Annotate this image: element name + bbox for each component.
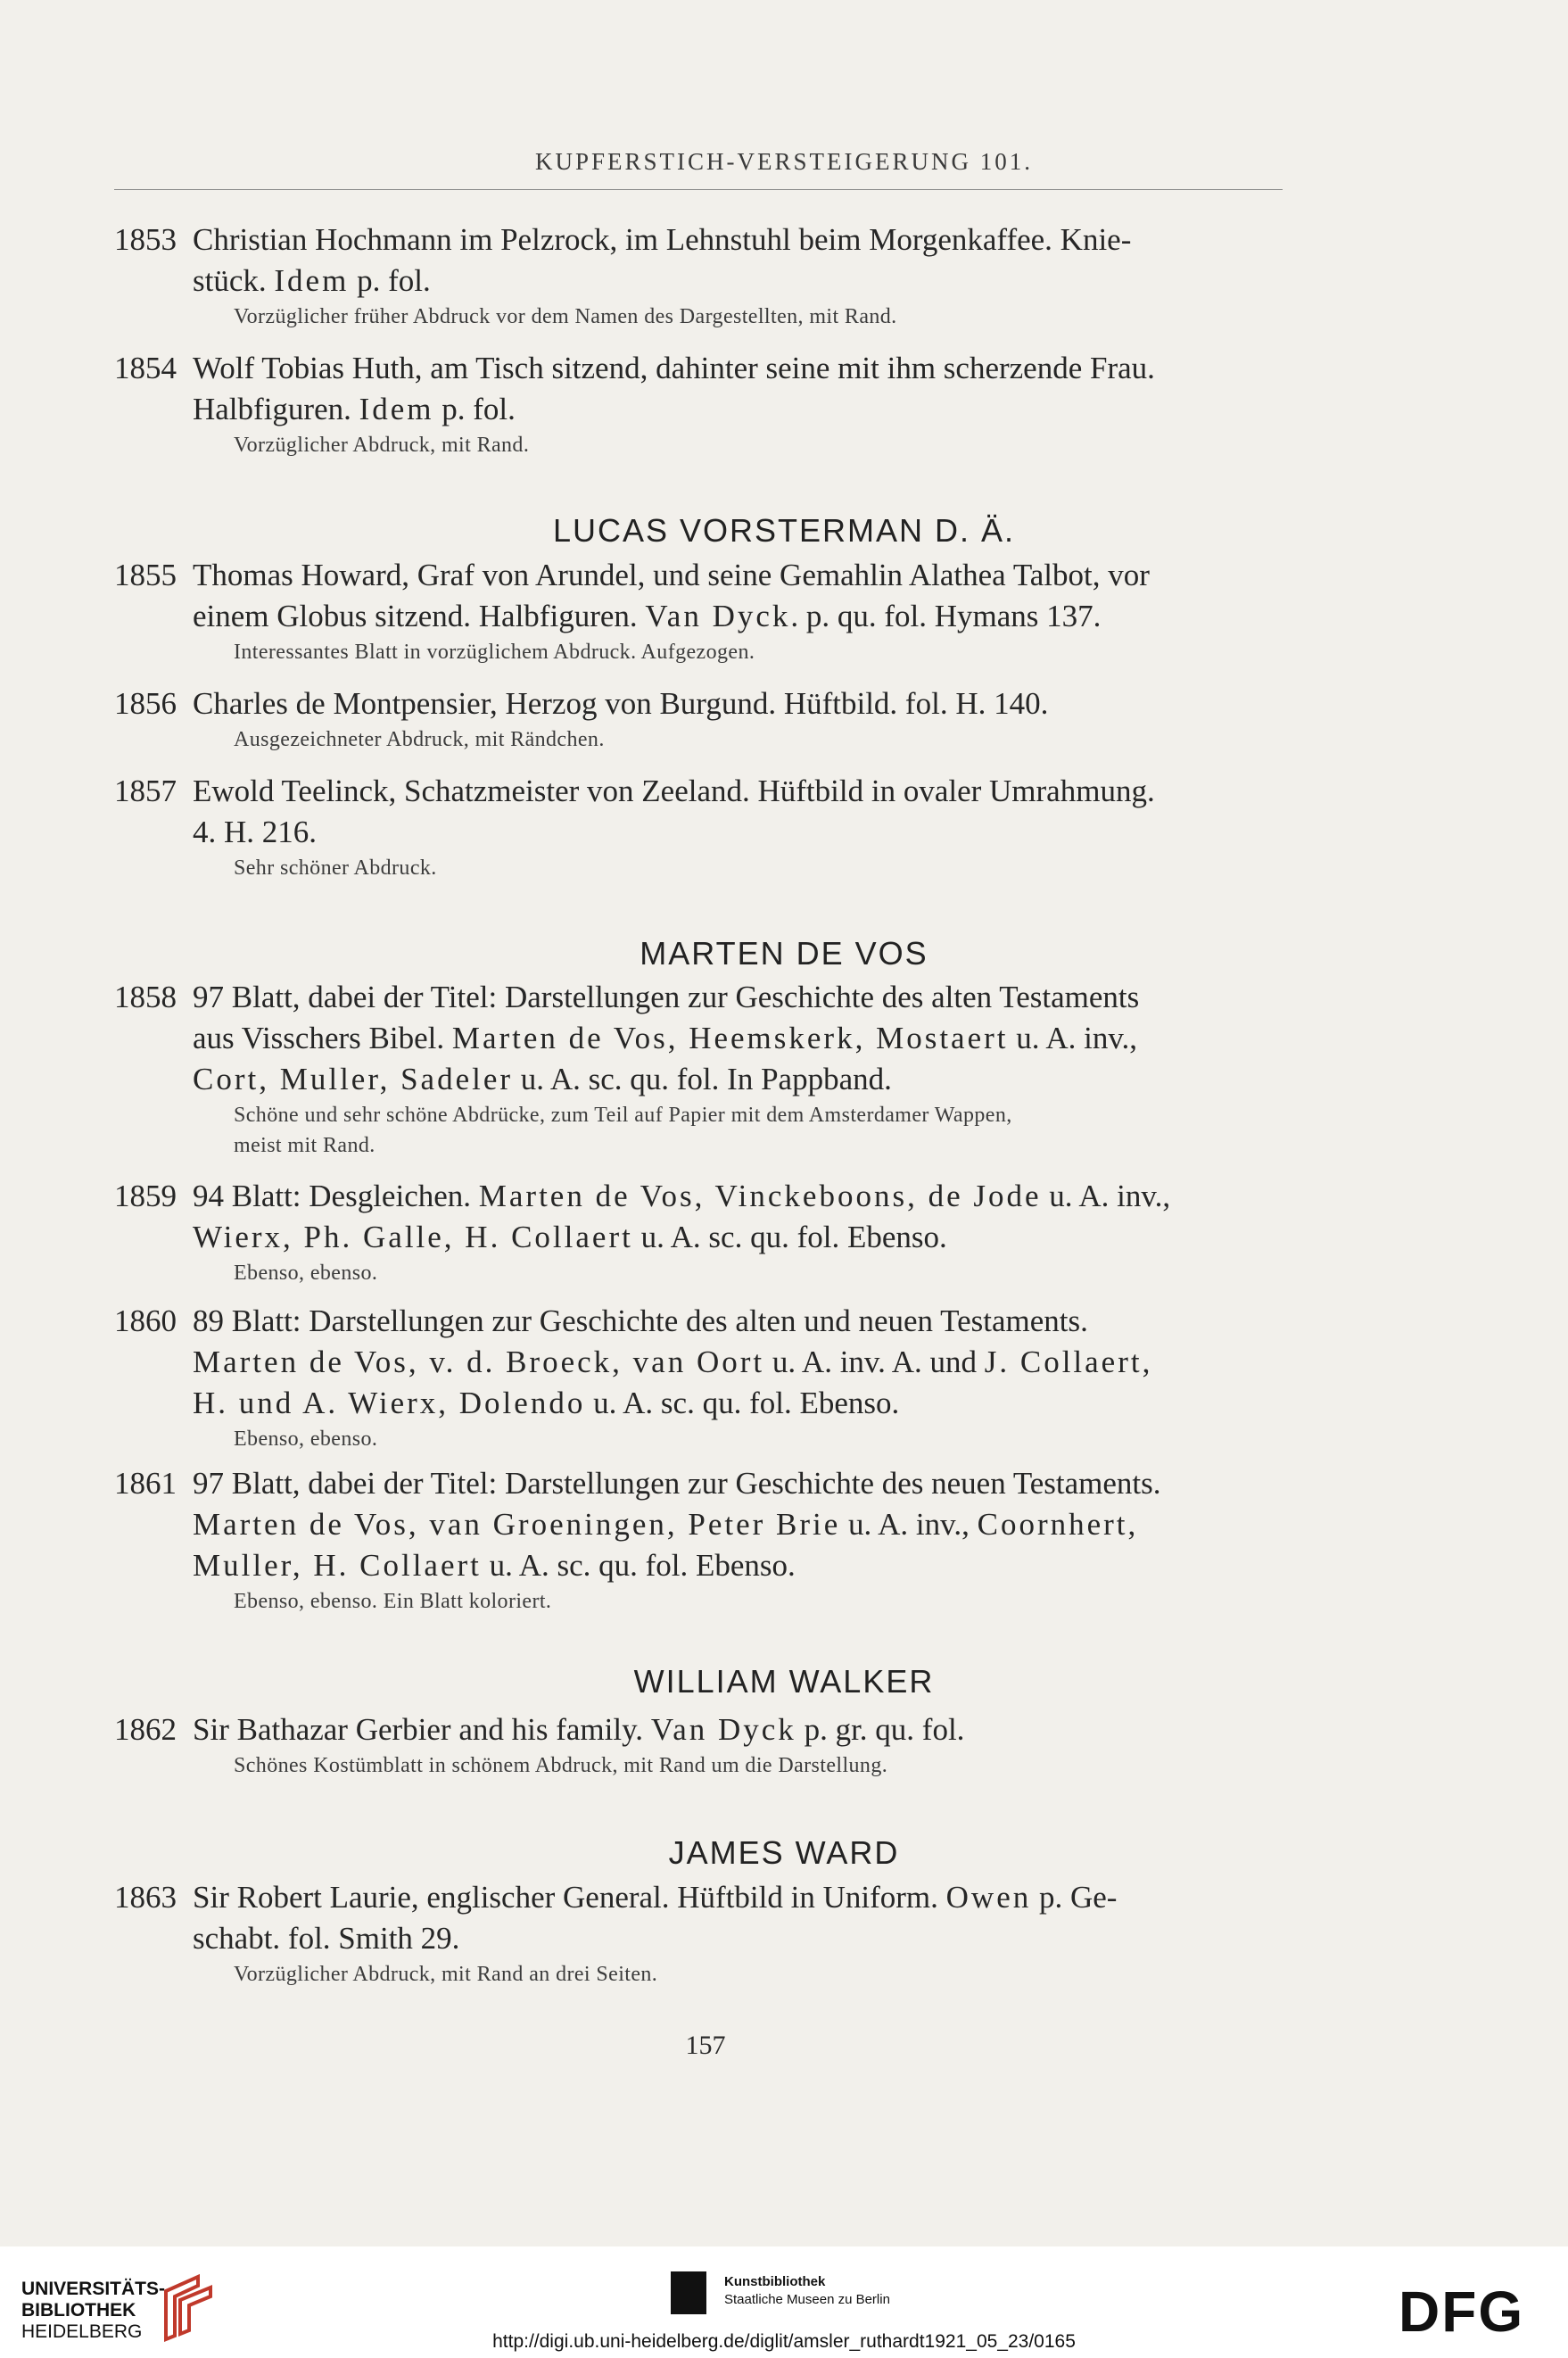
entry-note: Schöne und sehr schöne Abdrücke, zum Teil auf Papier mit dem Amsterdamer Wappen, — [234, 1104, 1012, 1127]
catalog-entry-1855 — [114, 555, 1292, 667]
catalog-entry-1859 — [114, 1176, 1292, 1288]
entry-note: Interessantes Blatt in vorzüglichem Abdruck. Aufgezogen. — [234, 641, 755, 664]
entry-text: Sir Robert Laurie, englischer General. Hüftbild in Uniform. — [193, 1880, 946, 1915]
entry-title: Wolf Tobias Huth, am Tisch sitzend, dahinter seine mit ihm scherzende Frau. — [193, 351, 1155, 385]
entry-text: Sir Bathazar Gerbier and his family. — [193, 1712, 651, 1747]
catalog-entry-1860 — [114, 1301, 1292, 1454]
entry-artist: Marten de Vos, Vinckeboons, de Jode — [478, 1179, 1042, 1213]
entry-number: 1861 — [114, 1466, 177, 1501]
entry-note: Ebenso, ebenso. Ein Blatt koloriert. — [234, 1590, 552, 1613]
entry-artist: Wierx, Ph. Galle, H. Collaert — [193, 1220, 633, 1254]
catalog-entry-1862 — [114, 1709, 1292, 1781]
permalink-url[interactable]: http://digi.ub.uni-heidelberg.de/diglit/amsler_ruthardt1921_05_23/0165 — [492, 2331, 1076, 2352]
entry-artist: Idem — [274, 263, 350, 298]
entry-number: 1855 — [114, 558, 177, 592]
entry-note: Vorzüglicher Abdruck, mit Rand an drei Seiten. — [234, 1963, 658, 1986]
entry-title: 89 Blatt: Darstellungen zur Geschichte des alten und neuen Testaments. — [193, 1303, 1088, 1338]
entry-text: schabt. fol. Smith 29. — [193, 1921, 460, 1956]
entry-artist: Cort, Muller, Sadeler — [193, 1062, 514, 1096]
entry-text: . p. qu. fol. Hymans 137. — [790, 599, 1102, 633]
kb-line-1: Kunstbibliothek — [724, 2274, 826, 2289]
entry-text: aus Visschers Bibel. — [193, 1021, 452, 1055]
artist-heading: MARTEN DE VOS — [640, 935, 928, 972]
entry-artist: Owen — [945, 1880, 1032, 1915]
catalog-entry-1863 — [114, 1877, 1292, 1990]
entry-text: u. A. sc. qu. fol. Ebenso. — [632, 1220, 947, 1254]
digitization-footer — [0, 2246, 1568, 2358]
kunstbibliothek-logo-icon — [671, 2271, 706, 2314]
kb-line-2: Staatliche Museen zu Berlin — [724, 2292, 890, 2307]
entry-artist: Van Dyck — [650, 1712, 796, 1747]
entry-text: u. A. inv., — [1008, 1021, 1138, 1055]
entry-number: 1860 — [114, 1303, 177, 1338]
entry-text: p. gr. qu. fol. — [796, 1712, 965, 1747]
entry-text: p. fol. — [349, 263, 431, 298]
entry-title: 97 Blatt, dabei der Titel: Darstellungen zur Geschichte des neuen Testaments. — [193, 1466, 1161, 1501]
entry-number: 1863 — [114, 1880, 177, 1915]
entry-text: stück. — [193, 263, 275, 298]
kunstbibliothek-name — [724, 2273, 890, 2309]
entry-note: Ebenso, ebenso. — [234, 1262, 378, 1285]
entry-text: u. A. inv., — [1041, 1179, 1171, 1213]
artist-heading: WILLIAM WALKER — [633, 1663, 935, 1700]
entry-number: 1853 — [114, 222, 177, 257]
catalog-entry-1858 — [114, 977, 1292, 1161]
page-number: 157 — [685, 2031, 726, 2060]
entry-number: 1856 — [114, 686, 177, 721]
artist-heading: JAMES WARD — [668, 1834, 900, 1871]
entry-number: 1862 — [114, 1712, 177, 1747]
entry-text: p. Ge- — [1031, 1880, 1118, 1915]
uni-line-2: BIBLIOTHEK — [21, 2300, 136, 2321]
entry-number: 1857 — [114, 774, 177, 808]
entry-artist: J. Collaert, — [984, 1344, 1153, 1379]
catalog-entry-1861 — [114, 1463, 1292, 1617]
entry-note: Schönes Kostümblatt in schönem Abdruck, mit Rand um die Darstellung. — [234, 1754, 888, 1777]
entry-text: Halbfiguren. — [193, 392, 359, 426]
artist-heading: LUCAS VORSTERMAN D. Ä. — [552, 512, 1016, 549]
catalog-entry-1857 — [114, 771, 1292, 883]
catalog-entry-1854 — [114, 348, 1292, 460]
entry-text: u. A. sc. qu. fol. In Pappband. — [513, 1062, 892, 1096]
entry-artist: H. und A. Wierx, Dolendo — [193, 1386, 586, 1420]
entry-note: meist mit Rand. — [234, 1134, 375, 1157]
entry-text: u. A. sc. qu. fol. Ebenso. — [481, 1548, 796, 1583]
entry-title: Ewold Teelinck, Schatzmeister von Zeeland. Hüftbild in ovaler Umrahmung. — [193, 774, 1155, 808]
uni-line-1: UNIVERSITÄTS- — [21, 2279, 166, 2299]
entry-artist: Van Dyck — [645, 599, 791, 633]
entry-note: Ausgezeichneter Abdruck, mit Rändchen. — [234, 728, 605, 751]
catalog-entry-1853 — [114, 219, 1292, 332]
entry-title: 97 Blatt, dabei der Titel: Darstellungen zur Geschichte des alten Testaments — [193, 980, 1140, 1014]
entry-artist: Marten de Vos, v. d. Broeck, van Oort — [193, 1344, 765, 1379]
uni-line-3: HEIDELBERG — [21, 2321, 143, 2342]
entry-artist: Idem — [359, 392, 434, 426]
entry-artist: Marten de Vos, Heemskerk, Mostaert — [451, 1021, 1009, 1055]
entry-title: Charles de Montpensier, Herzog von Burgund. Hüftbild. fol. H. 140. — [193, 686, 1049, 721]
entry-artist: Marten de Vos, van Groeningen, Peter Brie — [193, 1507, 841, 1542]
entry-text: 94 Blatt: Desgleichen. — [193, 1179, 479, 1213]
catalog-entry-1856 — [114, 683, 1292, 755]
entry-text: 4. H. 216. — [193, 815, 318, 849]
entry-text: u. A. sc. qu. fol. Ebenso. — [585, 1386, 900, 1420]
entry-number: 1854 — [114, 351, 177, 385]
entry-artist: Muller, H. Collaert — [193, 1548, 482, 1583]
entry-title: Thomas Howard, Graf von Arundel, und seine Gemahlin Alathea Talbot, vor — [193, 558, 1150, 592]
entry-artist: Coornhert, — [977, 1507, 1139, 1542]
entry-note: Vorzüglicher Abdruck, mit Rand. — [234, 434, 530, 457]
entry-text: einem Globus sitzend. Halbfiguren. — [193, 599, 646, 633]
entry-note: Sehr schöner Abdruck. — [234, 856, 437, 880]
entry-note: Ebenso, ebenso. — [234, 1427, 378, 1451]
entry-text: p. fol. — [433, 392, 516, 426]
entry-note: Vorzüglicher früher Abdruck vor dem Namen des Dargestellten, mit Rand. — [234, 305, 897, 328]
entry-title: Christian Hochmann im Pelzrock, im Lehnstuhl beim Morgenkaffee. Knie- — [193, 222, 1132, 257]
entry-text: u. A. inv. A. und — [764, 1344, 985, 1379]
entry-text: u. A. inv., — [840, 1507, 978, 1542]
entry-number: 1858 — [114, 980, 177, 1014]
entry-number: 1859 — [114, 1179, 177, 1213]
header-rule — [114, 189, 1283, 190]
dfg-logo: DFG — [1399, 2279, 1525, 2344]
running-header: KUPFERSTICH-VERSTEIGERUNG 101. — [534, 148, 1034, 175]
